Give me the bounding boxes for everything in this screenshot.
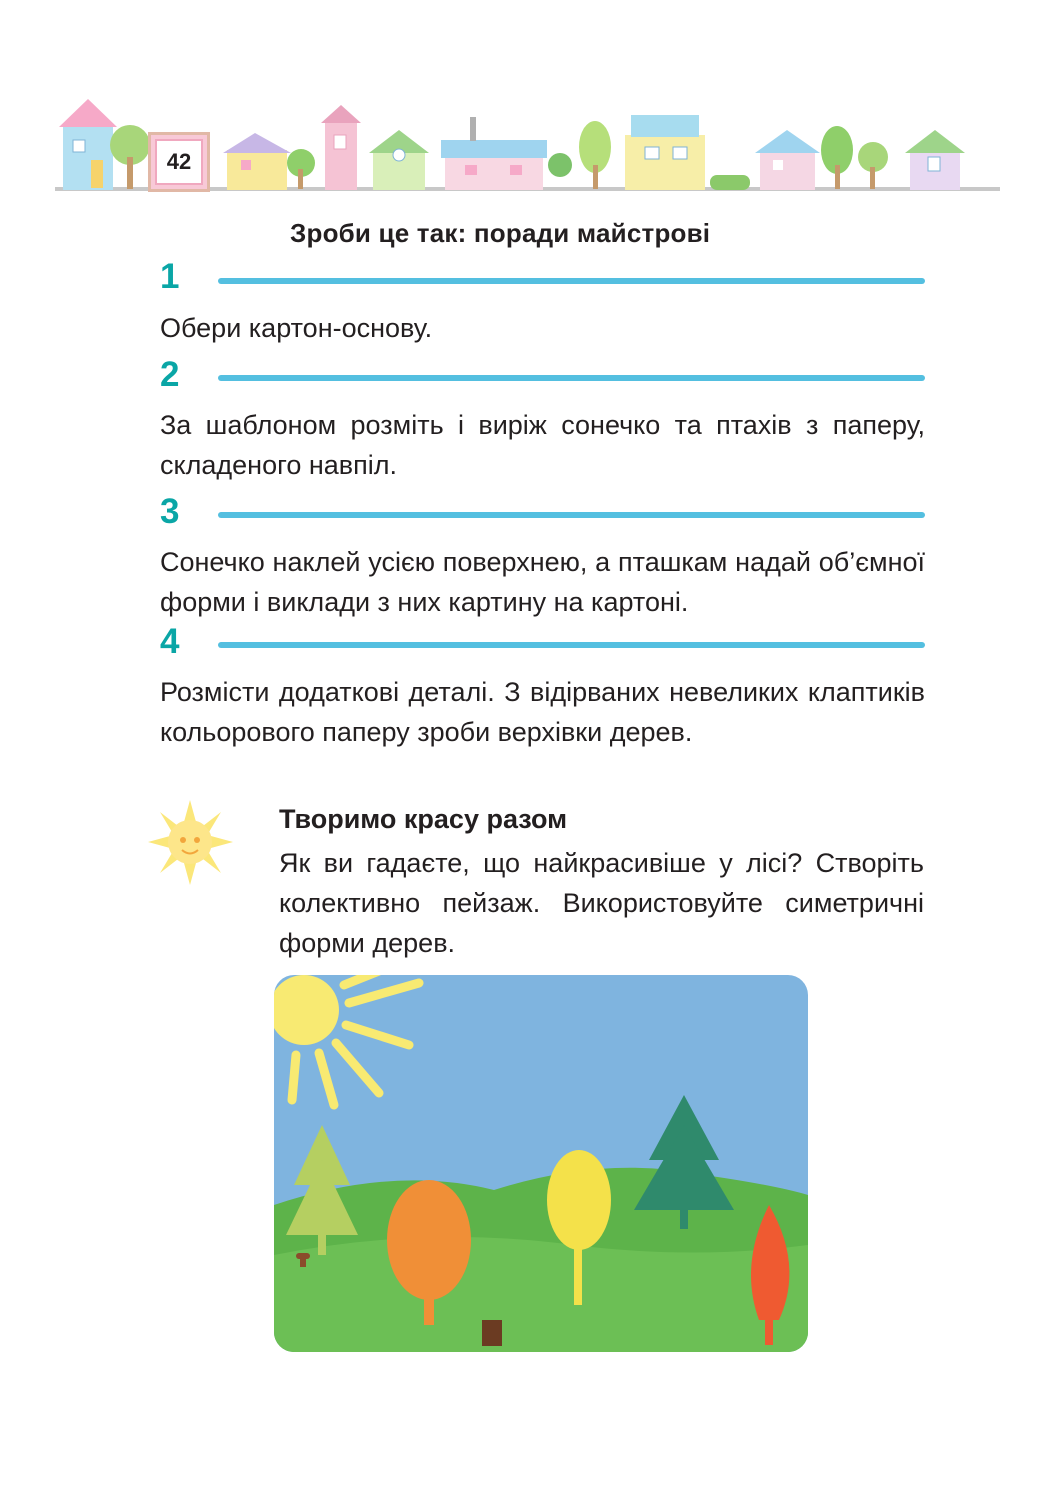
house-icon (59, 99, 117, 190)
page-title: Зроби це так: поради майстрові (290, 218, 711, 248)
section-text: Як ви гадаєте, що найкрасивіше у лісі? Створіть колективно пейзаж. Використовуйте симетричні форми дерев. (279, 848, 924, 958)
house-icon (369, 130, 429, 190)
page-number: 42 (155, 139, 203, 185)
step-divider (218, 512, 925, 518)
house-icon (441, 117, 547, 190)
tree-icon (548, 121, 611, 189)
tree-icon (287, 149, 315, 189)
house-icon (755, 130, 820, 190)
step-text: Сонечко наклей усією поверхнею, а пташкам надай об’ємної форми і виклади з них картину на картоні. (160, 547, 925, 617)
tree-icon (110, 125, 150, 189)
step-text: За шаблоном розміть і виріж сонечко та птахів з паперу, складеного навпіл. (160, 410, 925, 480)
step-number: 1 (160, 257, 180, 296)
step-text: Розмісти додаткові деталі. З відірваних невеликих клаптиків кольорового паперу зроби верхівки дерев. (160, 677, 925, 747)
house-icon (223, 133, 291, 190)
house-icon (625, 115, 705, 190)
step-number: 4 (160, 622, 180, 661)
step-divider (218, 642, 925, 648)
page-number-badge (148, 132, 210, 192)
tree-icon (821, 126, 888, 189)
section-title: Творимо красу разом (279, 804, 568, 834)
step-text: Обери картон-основу. (160, 313, 433, 343)
sun-icon (148, 800, 233, 885)
landscape-illustration (274, 975, 808, 1352)
house-icon (905, 130, 965, 190)
step-divider (218, 278, 925, 284)
step-divider (218, 375, 925, 381)
step-number: 2 (160, 355, 180, 394)
house-icon (321, 105, 361, 190)
step-number: 3 (160, 492, 180, 531)
